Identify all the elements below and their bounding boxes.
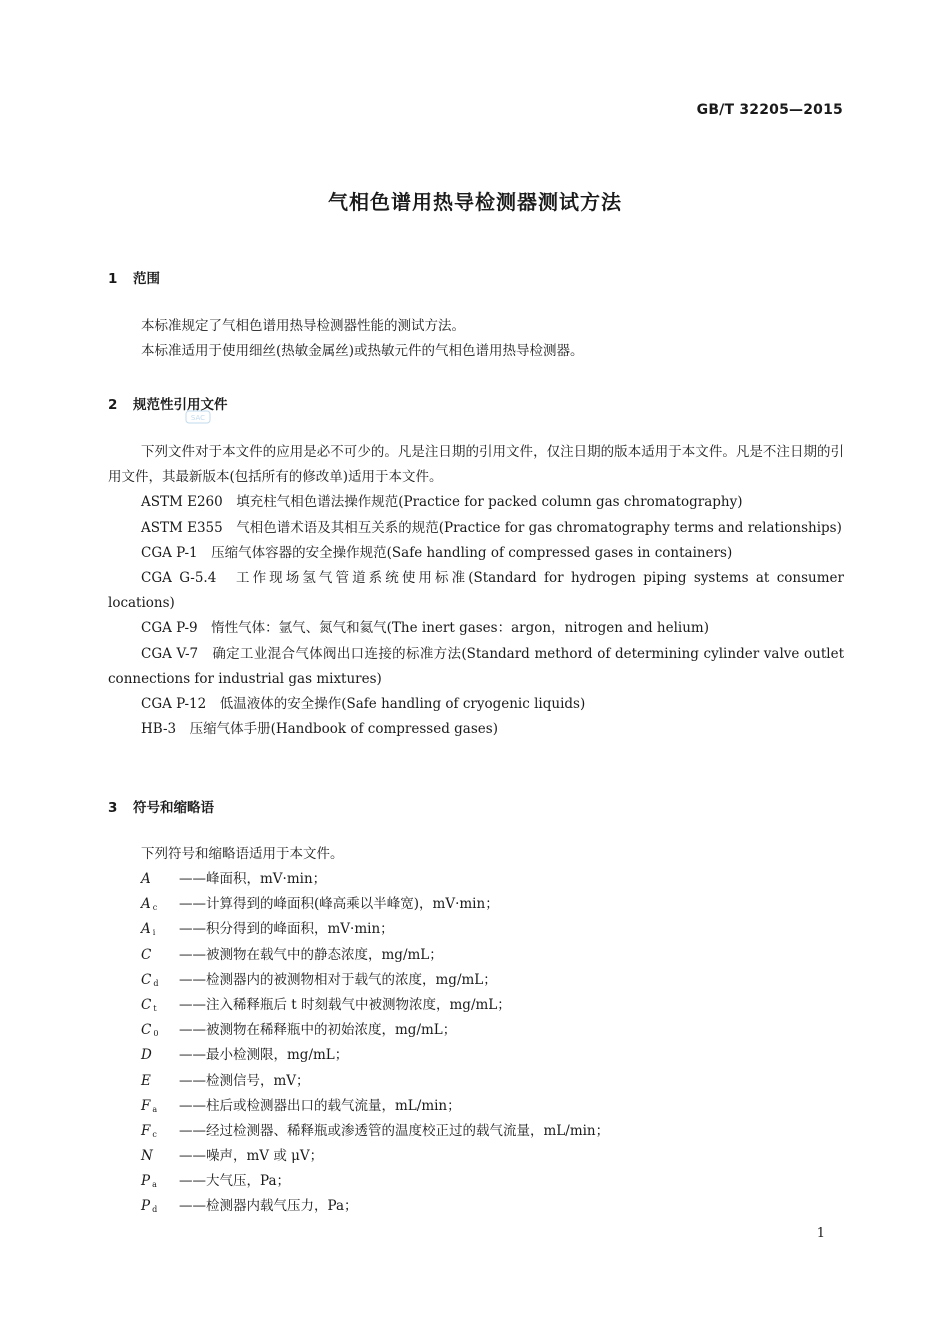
symbol-description: ——积分得到的峰面积，mV·min；	[179, 921, 394, 938]
symbol-description: ——注入稀释瓶后 t 时刻载气中被测物浓度，mg/mL；	[179, 996, 511, 1013]
symbol: C	[141, 946, 152, 963]
symbol-row	[141, 1018, 609, 1043]
symbol-description: ——检测信号，mV；	[179, 1072, 310, 1089]
reference-item: CGA V-7 确定工业混合气体阀出口连接的标准方法(Standard methord of determining cylinder valve outlet connections for industrial gas mixtures)	[108, 645, 844, 687]
symbol: C $_0$	[141, 1022, 159, 1039]
paragraph: 本标准适用于使用细丝(热敏金属丝)或热敏元件的气相色谱用热导检测器。	[141, 343, 584, 360]
symbol-row	[141, 993, 609, 1018]
symbol-description: ——经过检测器、稀释瓶或渗透管的温度校正过的载气流量，mL/min；	[179, 1122, 610, 1139]
symbol-description: ——被测物在载气中的静态浓度，mg/mL；	[179, 946, 443, 963]
symbol-row	[141, 1043, 609, 1068]
symbol-description: ——大气压，Pa；	[179, 1173, 291, 1190]
reference-item: CGA P-1 压缩气体容器的安全操作规范(Safe handling of compressed gases in containers)	[141, 544, 733, 561]
svg-text:SAC: SAC	[190, 414, 206, 422]
symbol-row	[141, 1094, 609, 1119]
section-heading-3	[108, 796, 214, 816]
section-title: 规范性引用文件	[133, 397, 228, 413]
symbol-row	[141, 1169, 609, 1194]
section-body-1	[108, 314, 844, 364]
section-number: 2	[108, 397, 118, 413]
symbol: F $_c$	[141, 1122, 157, 1139]
symbol-description: ——检测器内的被测物相对于载气的浓度，mg/mL；	[179, 971, 497, 988]
section-heading-1	[108, 267, 160, 287]
section-body-3	[108, 842, 844, 867]
symbol-row	[141, 1069, 609, 1094]
symbol-row	[141, 943, 609, 968]
symbol: N	[141, 1148, 153, 1165]
symbol-description: ——检测器内载气压力，Pa；	[179, 1198, 358, 1215]
reference-item: CGA P-9 惰性气体：氩气、氮气和氦气(The inert gases：argon，nitrogen and helium)	[141, 620, 709, 637]
symbol-list	[141, 867, 609, 1220]
section-number: 1	[108, 271, 118, 287]
symbol-row	[141, 968, 609, 993]
symbol-row	[141, 1144, 609, 1169]
paragraph: 下列文件对于本文件的应用是必不可少的。凡是注日期的引用文件，仅注日期的版本适用于本文件。凡是不注日期的引用文件，其最新版本(包括所有的修改单)适用于本文件。	[108, 444, 844, 486]
symbol: A $_c$	[141, 896, 158, 913]
symbol-row	[141, 1119, 609, 1144]
symbol-description: ——柱后或检测器出口的载气流量，mL/min；	[179, 1097, 461, 1114]
symbol-description: ——峰面积，mV·min；	[179, 871, 327, 887]
symbol-description: ——噪声，mV 或 μV；	[179, 1148, 324, 1165]
sac-watermark-icon	[185, 407, 211, 427]
section-title: 符号和缩略语	[133, 800, 214, 816]
symbol-row	[141, 867, 609, 892]
symbol: D	[141, 1047, 152, 1064]
symbol-row	[141, 917, 609, 942]
symbol: P $_d$	[141, 1198, 158, 1215]
symbol: E	[141, 1072, 151, 1089]
standard-number: GB/T 32205—2015	[696, 102, 843, 118]
symbol: A	[141, 871, 151, 887]
section-number: 3	[108, 800, 118, 816]
reference-item: ASTM E355 气相色谱术语及其相互关系的规范(Practice for gas chromatography terms and relationships)	[141, 519, 842, 536]
symbol-description: ——最小检测限，mg/mL；	[179, 1047, 349, 1064]
symbol: A $_i$	[141, 921, 156, 938]
symbol-row	[141, 1194, 609, 1219]
symbol: P $_a$	[141, 1173, 157, 1190]
symbol: C $_t$	[141, 996, 157, 1013]
section-title: 范围	[133, 271, 160, 287]
symbol: C $_d$	[141, 971, 159, 988]
reference-item: HB-3 压缩气体手册(Handbook of compressed gases)	[141, 721, 498, 738]
document-title: 气相色谱用热导检测器测试方法	[328, 190, 622, 214]
paragraph: 本标准规定了气相色谱用热导检测器性能的测试方法。	[141, 318, 465, 334]
symbol-row	[141, 892, 609, 917]
page-number: 1	[816, 1226, 825, 1241]
paragraph: 下列符号和缩略语适用于本文件。	[141, 846, 344, 862]
reference-item: CGA G-5.4 工作现场氢气管道系统使用标准(Standard for hydrogen piping systems at consumer locations)	[108, 570, 844, 612]
reference-item: CGA P-12 低温液体的安全操作(Safe handling of cryogenic liquids)	[141, 696, 586, 713]
reference-item: ASTM E260 填充柱气相色谱法操作规范(Practice for packed column gas chromatography)	[141, 494, 743, 511]
symbol-description: ——计算得到的峰面积(峰高乘以半峰宽)，mV·min；	[179, 896, 499, 913]
section-body-2	[108, 440, 844, 742]
symbol: F $_a$	[141, 1097, 158, 1114]
symbol-description: ——被测物在稀释瓶中的初始浓度，mg/mL；	[179, 1022, 457, 1039]
